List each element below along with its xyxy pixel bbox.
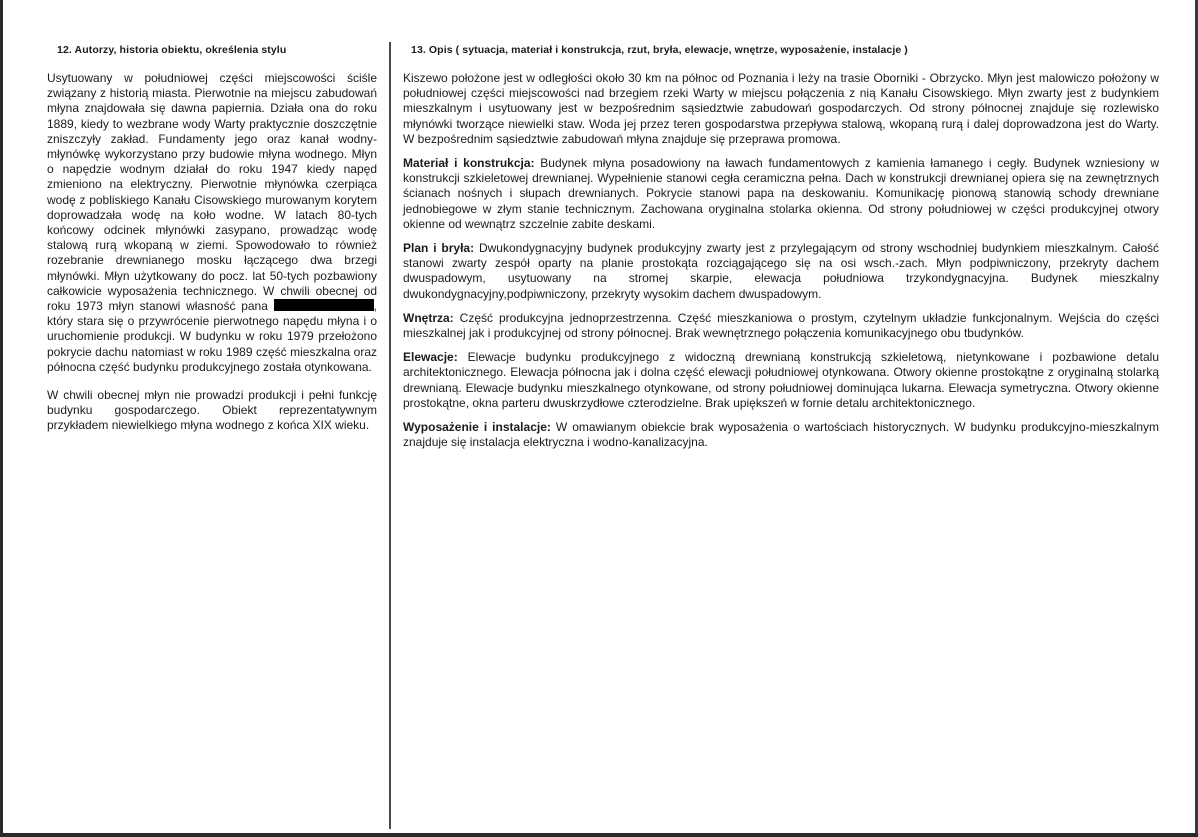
section-label: Wnętrza: (403, 310, 454, 325)
history-title: 12. Autorzy, historia obiektu, określenia stylu (57, 44, 287, 56)
section-equipment (403, 420, 1159, 450)
column-divider (389, 42, 391, 829)
section-label: Materiał i konstrukcja: (403, 156, 535, 171)
history-column (47, 44, 377, 447)
description-intro: Kiszewo położone jest w odległości około 30 km na północ od Poznania i leży na trasie Oborniki - Obrzycko. Młyn jest malowiczo położony w południowej części miejscowości nad brzegiem rzeki Warty w miejscu połączenia z nią Kanału Cisowskiego. Młyn zwarty jest z budynkiem mieszkalnym i usytuowany jest w bezpośrednim sąsiedztwie zabudowań gospodarczych. Od strony północnej znajduje się rozlewisko młynówki tworzące niewielki staw. Woda jej przez teren gospodarstwa przepływa stalową, wkopaną rurą i dalej doprowadzona jest do Warty. W bezpośrednim sąsiedztwie zabudowań młyna znajduje się przeprawa promowa. (403, 71, 1159, 146)
history-text-a: Usytuowany w południowej części miejscowości ściśle związany z historią miasta. Pierwotnie na miejscu zabudowań młyna znajdowała się dawna papiernia. Działa ona do roku 1889, kiedy to wezbrane wody Warty praktycznie doszczętnie zniszczyły zakład. Fundamenty jego oraz kanał wodny-młynówkę wykorzystano przy budowie młyna wodnego. Młyn o napędzie wodnym działał do roku 1947 kiedy napęd zmieniono na elektryczny. Pierwotnie młynówka czerpiąca wodę z pobliskiego Kanału Cisowskiego murowanym korytem doprowadzała wodę na koło wodne. W latach 80-tych końcowy odcinek młynówki zasypano, prowadząc wodę stalową rurą wkopaną w ziemi. Spowodowało to również rozebranie drewnianego mosku łączącego dwa brzegi młynówki. Młyn użytkowany do pocz. lat 50-tych pozbawiony całkowicie wyposażenia technicznego. W chwili obecnej od roku 1973 młyn stanowi własność pana (47, 71, 377, 314)
section-plan (403, 241, 1159, 302)
history-text-b: , który stara się o przywrócenie pierwotnego napędu młyna i o uruchomienie produkcji. W budynku w roku 1979 przełożono pokrycie dachu natomiast w roku 1989 część mieszkalna oraz północna część budynku produkcyjnego została otynkowana. (47, 299, 377, 374)
section-text: Dwukondygnacyjny budynek produkcyjny zwarty jest z przylegającym od strony wschodniej budynkiem mieszkalnym. Całość stanowi zwarty zespół oparty na planie prostokąta rozciągającego się na osi wsch.-zach. Młyn podpiwniczony, przekryty dachem dwuspadowym, usytuowany na stromej skarpie, elewacja południowa trzykondygnacyjna. Budynek mieszkalny dwukondygnacyjny,podpiwniczony, przekryty wysokim dachem dwuspadowym. (403, 241, 1159, 301)
history-paragraph-2: W chwili obecnej młyn nie prowadzi produkcji i pełni funkcję budynku gospodarczego. Obiekt reprezentatywnym przykładem niewielkiego młyna wodnego z końca XIX wieku. (47, 388, 377, 433)
section-text: Budynek młyna posadowiony na ławach fundamentowych z kamienia łamanego i cegły. Budynek wzniesiony w konstrukcji szkieletowej drewnianej. Wypełnienie stanowi cegła ceramiczna pełna. Dach w konstrukcji drewnianej opiera się na zewnętrznych ścianach nośnych i słupach drewnianych. Pokrycie stanowi papa na deskowaniu. Komunikację pionową stanowią schody drewniane jednobiegowe w złym stanie technicznym. Zachowana oryginalna stolarka okienna. Od strony południowej w części produkcyjnej otwory okienne od wewnątrz szczelnie zabite deskami. (403, 156, 1159, 231)
scan-edge-bottom (3, 833, 1198, 837)
section-material (403, 156, 1159, 232)
section-label: Plan i bryła: (403, 241, 475, 256)
section-text: W omawianym obiekcie brak wyposażenia o wartościach historycznych. W budynku produkcyjno-mieszkalnym znajduje się instalacja elektryczna i wodno-kanalizacyjna. (403, 420, 1159, 450)
history-paragraph-1 (47, 71, 377, 375)
section-text: Elewacje budynku produkcyjnego z widoczną drewnianą konstrukcją szkieletową, nietynkowane i pozbawione detalu architektonicznego. Elewacja północna jak i dolna część elewacji południowej otynkowana. Otwory okienne prostokątne z oryginalną stolarką drewnianą. Elewacje budynku mieszkalnego otynkowane, od strony południowej dominująca lukarna. Elewacja symetryczna. Otwory okienne prostokątne, okna parteru dwuskrzydłowe czterodzielne. Brak upiększeń w fornie detalu architektonicznego. (403, 350, 1159, 410)
description-title: 13. Opis ( sytuacja, materiał i konstrukcja, rzut, bryła, elewacje, wnętrze, wyposażenie, instalacje ) (411, 44, 908, 56)
section-label: Wyposażenie i instalacje: (403, 420, 551, 435)
section-text: Część produkcyjna jednoprzestrzenna. Część mieszkaniowa o prostym, czytelnym układzie funkcjonalnym. Wejścia do części mieszkalnej jak i produkcyjnej od strony północnej. Brak wewnętrznego połączenia komunikacyjnego obu tbudynków. (403, 310, 1159, 341)
section-interiors (403, 311, 1159, 341)
description-column (403, 44, 1159, 459)
section-elevations (403, 350, 1159, 411)
section-label: Elewacje: (403, 350, 458, 365)
redacted-name (274, 299, 374, 311)
